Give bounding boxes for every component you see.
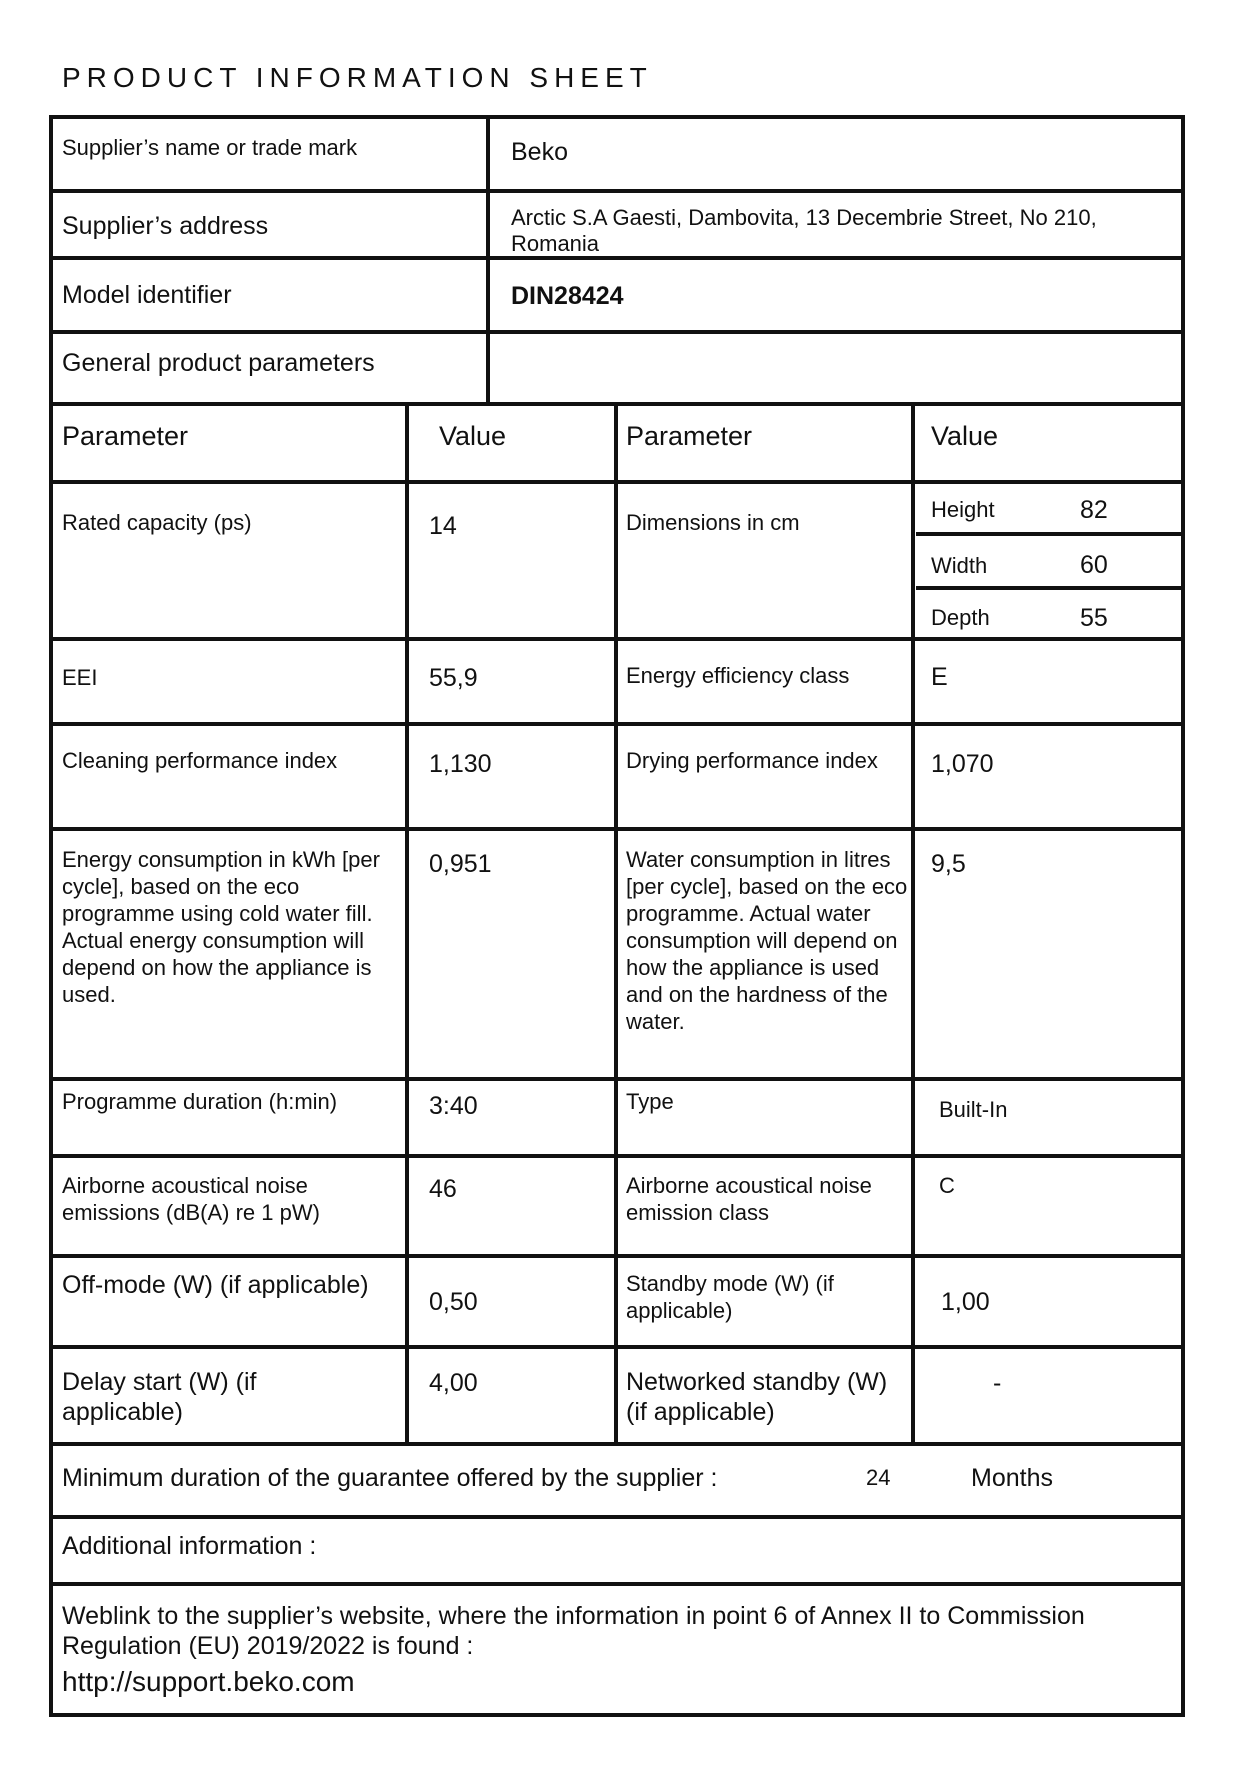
programme-duration-label: Programme duration (h:min) <box>62 1089 338 1114</box>
networked-standby-label: Networked standby (W) (if applicable) <box>626 1368 888 1426</box>
header-parameter-2: Parameter <box>626 421 753 451</box>
programme-duration-value: 3:40 <box>429 1092 478 1120</box>
row-divider <box>49 1582 1185 1586</box>
standby-mode-value: 1,00 <box>941 1288 990 1316</box>
dimension-sub-divider <box>916 586 1184 590</box>
dimension-width-value: 60 <box>1080 551 1108 579</box>
additional-information-label: Additional information : <box>62 1532 317 1560</box>
energy-consumption-label: Energy consumption in kWh [per cycle], based on the eco programme using cold water fill. Actual energy consumption will depend on how the appliance is used. <box>62 847 380 1007</box>
type-label: Type <box>626 1089 674 1114</box>
row-divider <box>49 189 1185 193</box>
cleaning-performance-value: 1,130 <box>429 750 492 778</box>
table-border-left <box>49 115 53 1717</box>
row-divider <box>49 1515 1185 1519</box>
energy-class-label: Energy efficiency class <box>626 663 850 688</box>
dimension-depth-label: Depth <box>931 605 990 630</box>
guarantee-unit: Months <box>971 1464 1053 1492</box>
dimension-height-label: Height <box>931 497 995 522</box>
noise-class-value: C <box>939 1173 955 1198</box>
header-parameter-1: Parameter <box>62 421 189 451</box>
model-identifier-value: DIN28424 <box>511 282 624 310</box>
standby-mode-label: Standby mode (W) (if applicable) <box>626 1271 834 1323</box>
water-consumption-value: 9,5 <box>931 850 966 878</box>
dimension-width-label: Width <box>931 553 988 578</box>
energy-consumption-value: 0,951 <box>429 850 492 878</box>
guarantee-value: 24 <box>866 1465 891 1490</box>
dimensions-label: Dimensions in cm <box>626 510 800 535</box>
column-divider <box>911 402 915 1445</box>
page-title: PRODUCT INFORMATION SHEET <box>62 62 653 93</box>
header-value-2: Value <box>931 421 999 451</box>
energy-class-value: E <box>931 663 948 691</box>
guarantee-label: Minimum duration of the guarantee offered by the supplier : <box>62 1464 718 1492</box>
column-divider <box>486 115 490 405</box>
supplier-address-label: Supplier’s address <box>62 212 269 240</box>
support-url-link[interactable]: http://support.beko.com <box>62 1666 355 1697</box>
table-border-right <box>1181 115 1185 1717</box>
general-parameters-label: General product parameters <box>62 349 375 377</box>
eei-value: 55,9 <box>429 664 478 692</box>
cleaning-performance-label: Cleaning performance index <box>62 748 338 773</box>
dimension-depth-value: 55 <box>1080 604 1108 632</box>
model-identifier-label: Model identifier <box>62 281 232 309</box>
delay-start-value: 4,00 <box>429 1369 478 1397</box>
noise-emissions-label: Airborne acoustical noise emissions (dB(A) re 1 pW) <box>62 1173 320 1225</box>
rated-capacity-label: Rated capacity (ps) <box>62 510 252 535</box>
drying-performance-label: Drying performance index <box>626 748 878 773</box>
dimension-height-value: 82 <box>1080 496 1108 524</box>
row-divider <box>49 330 1185 334</box>
rated-capacity-value: 14 <box>429 512 457 540</box>
networked-standby-value: - <box>993 1369 1002 1397</box>
type-value: Built-In <box>939 1097 1008 1122</box>
supplier-name-label: Supplier’s name or trade mark <box>62 135 358 160</box>
drying-performance-value: 1,070 <box>931 750 994 778</box>
noise-emissions-value: 46 <box>429 1175 457 1203</box>
dimension-sub-divider <box>916 532 1184 536</box>
supplier-name-value: Beko <box>511 138 568 166</box>
water-consumption-label: Water consumption in litres [per cycle], based on the eco programme. Actual water consumption will depend on how the appliance is used and on the hardness of the water. <box>626 847 908 1034</box>
header-value-1: Value <box>439 421 507 451</box>
column-divider <box>614 402 618 1445</box>
supplier-address-value: Arctic S.A Gaesti, Dambovita, 13 Decembrie Street, No 210, Romania <box>511 205 1097 256</box>
table-border-bottom <box>49 1713 1185 1717</box>
off-mode-label: Off-mode (W) (if applicable) <box>62 1271 369 1299</box>
weblink-label: Weblink to the supplier’s website, where the information in point 6 of Annex II to Commission Regulation (EU) 2019/2022 is found : <box>62 1602 1085 1660</box>
noise-class-label: Airborne acoustical noise emission class <box>626 1173 872 1225</box>
off-mode-value: 0,50 <box>429 1288 478 1316</box>
table-border-top <box>49 115 1185 119</box>
delay-start-label: Delay start (W) (if applicable) <box>62 1368 257 1426</box>
eei-label: EEI <box>62 665 98 690</box>
